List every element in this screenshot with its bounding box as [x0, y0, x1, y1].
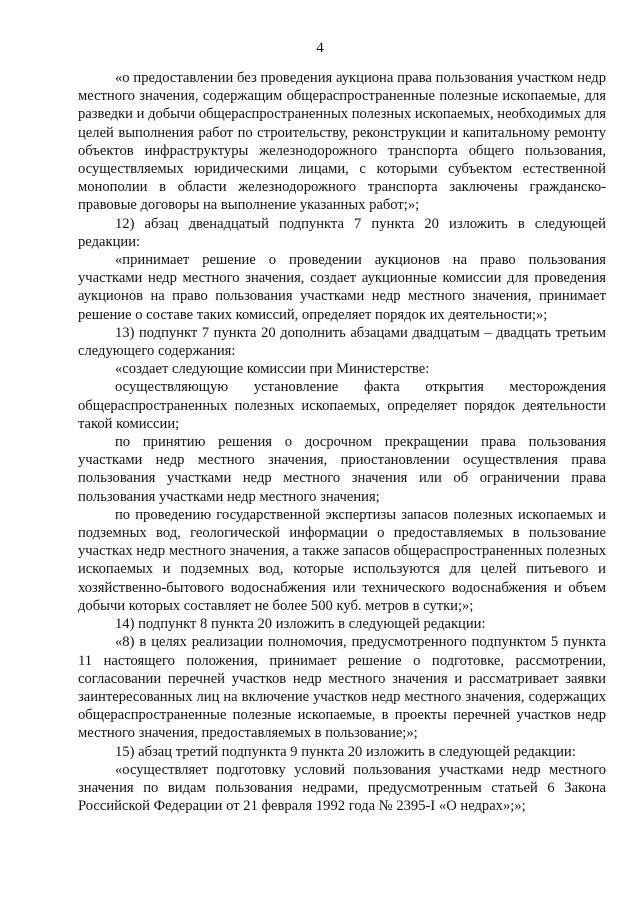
- paragraph-item-12: 12) абзац двенадцатый подпункта 7 пункта 20 изложить в следующей редакции:: [78, 215, 606, 250]
- page-number: 4: [316, 40, 324, 56]
- paragraph-state-expertise-commission: по проведению государственной экспертизы запасов полезных ископаемых и подземных вод, геологической информации о предоставляемых в пользование участках недр местного значения, а также запасов общераспространенных полезных ископаемых и подземных вод, которые используются для целей питьевого и хозяйственно-бытового водоснабжения или технического водоснабжения и объем добычи которых составляет не более 500 куб. метров в сутки;»;: [78, 506, 606, 614]
- paragraph-item-14: 14) подпункт 8 пункта 20 изложить в следующей редакции:: [115, 616, 486, 633]
- paragraph-item-15: 15) абзац третий подпункта 9 пункта 20 изложить в следующей редакции:: [115, 743, 576, 760]
- paragraph-quote-auctions-decision: «принимает решение о проведении аукционов на право пользования участками недр местного значения, создает аукционные комиссии для проведения аукционов на право пользования участками недр местного значения, принимает решение о составе таких комиссий, определяет порядок их деятельности;»;: [78, 252, 606, 323]
- paragraph-quote-subitem-8: «8) в целях реализации полномочия, предусмотренного подпунктом 5 пункта 11 настоящего положения, принимает решение о подготовке, рассмотрении, согласовании перечней участков недр местного значения и рассматривает заявки заинтересованных лиц на включение участков недр местного значения, содержащих общераспространенные полезные ископаемые, в проекты перечней участков недр местного значения, предоставляемых в пользование;»;: [78, 634, 606, 742]
- paragraph-deposit-discovery-commission: осуществляющую установление факта открытия месторождения общераспространенных полезных ископаемых, определяет порядок деятельности такой комиссии;: [78, 379, 606, 432]
- paragraph-quote-commissions: «создает следующие комиссии при Министерстве:: [115, 361, 430, 378]
- paragraph-termination-commission: по принятию решения о досрочном прекращении права пользования участками недр местного значения, приостановлении осуществления права пользования участками недр местного значения или об ограничении права пользования участками недр местного значения;: [78, 434, 606, 505]
- paragraph-quote-usage-conditions: «осуществляет подготовку условий пользования участками недр местного значения по видам пользования недрами, предусмотренным статьей 6 Закона Российской Федерации от 21 февраля 1992 года № 2395-I «О недрах»;»;: [78, 761, 606, 815]
- paragraph-quote-auction-exemption: «о предоставлении без проведения аукциона права пользования участком недр местного значения, содержащим общераспространенные полезные ископаемые, для разведки и добычи общераспространенных полезных ископаемых, необходимых для целей выполнения работ по строительству, реконструкции и капитальному ремонту объектов инфраструктуры железнодорожного транспорта общего пользования, осуществляемых юридическими лицами, с которыми субъектом естественной монополии в области железнодорожного транспорта заключены гражданско-правовые договоры на выполнение указанных работ;»;: [78, 70, 606, 214]
- paragraph-item-13: 13) подпункт 7 пункта 20 дополнить абзацами двадцатым – двадцать третьим следующего содержания:: [78, 324, 606, 360]
- document-body: [78, 69, 606, 815]
